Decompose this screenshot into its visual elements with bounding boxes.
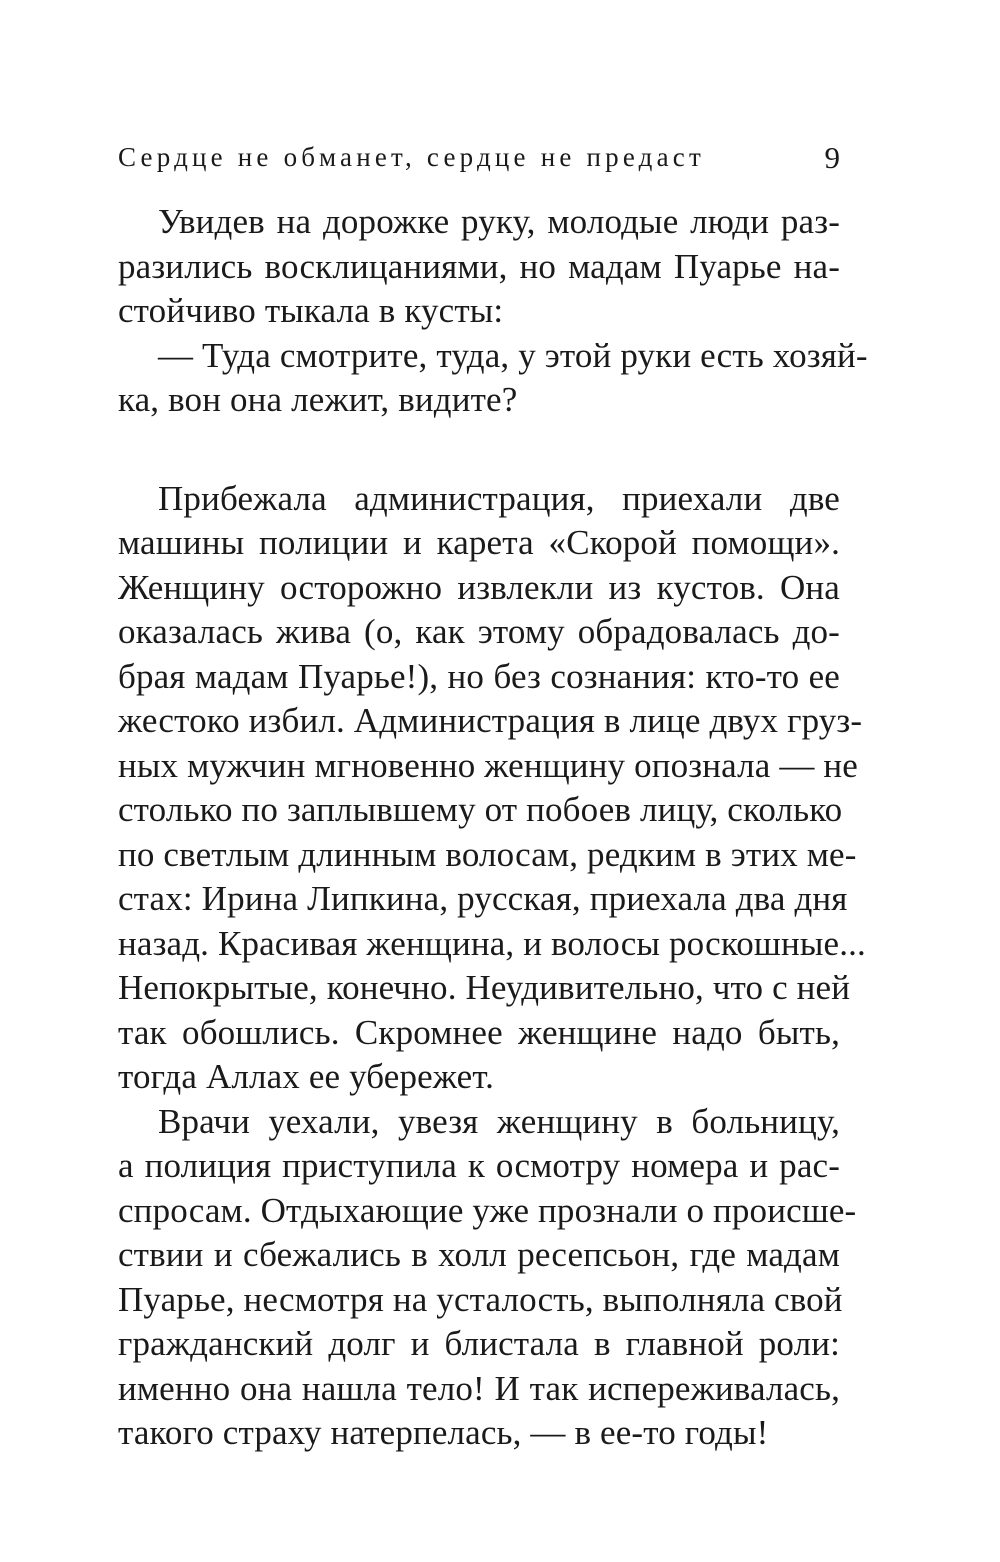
text-line: спросам. Отдыхающие уже прознали о происше- bbox=[118, 1190, 857, 1230]
body-text bbox=[118, 200, 868, 1456]
dialogue-paragraph bbox=[118, 334, 868, 423]
section-break bbox=[118, 423, 840, 477]
text-line: Увидев на дорожке руку, молодые люди раз- bbox=[158, 202, 840, 241]
text-line: машины полиции и карета «Скорой помощи». bbox=[118, 523, 840, 562]
paragraph bbox=[118, 477, 866, 1100]
text-line: Врачи уехали, увезя женщину в больницу, bbox=[158, 1101, 840, 1141]
text-line: Непокрытые, конечно. Неудивительно, что с ней bbox=[118, 968, 851, 1007]
text-line: столько по заплывшему от побоев лицу, сколько bbox=[118, 790, 843, 829]
running-title: Сердце не обманет, сердце не предаст bbox=[118, 142, 705, 172]
text-line: стах: Ирина Липкина, русская, приехала два дня bbox=[118, 879, 848, 918]
text-line: Прибежала администрация, приехали две bbox=[158, 478, 840, 518]
page-number: 9 bbox=[824, 140, 840, 175]
text-line: а полиция приступила к осмотру номера и рас- bbox=[118, 1146, 840, 1185]
paragraph bbox=[118, 200, 840, 334]
paragraph bbox=[118, 1100, 857, 1456]
text-line: Женщину осторожно извлекли из кустов. Она bbox=[118, 567, 840, 607]
text-line: стойчиво тыкала в кусты: bbox=[118, 291, 504, 330]
text-line: такого страху натерпелась, — в ее-то годы! bbox=[118, 1413, 769, 1452]
text-line: ка, вон она лежит, видите? bbox=[118, 380, 518, 419]
text-line: по светлым длинным волосам, редким в этих ме- bbox=[118, 834, 857, 874]
text-line: разились восклицаниями, но мадам Пуарье на- bbox=[118, 246, 840, 286]
text-line: — Туда смотрите, туда, у этой руки есть хозяй- bbox=[158, 335, 868, 375]
text-line: так обошлись. Скромнее женщине надо быть, bbox=[118, 1012, 840, 1052]
text-line: тогда Аллах ее убережет. bbox=[118, 1057, 495, 1096]
text-line: гражданский долг и блистала в главной роли: bbox=[118, 1324, 840, 1363]
text-line: именно она нашла тело! И так испереживалась, bbox=[118, 1368, 840, 1408]
text-line: ных мужчин мгновенно женщину опознала — не bbox=[118, 745, 858, 785]
text-line: оказалась жива (о, как этому обрадовалась до- bbox=[118, 612, 840, 651]
text-line: ствии и сбежались в холл ресепсьон, где мадам bbox=[118, 1235, 840, 1274]
running-head bbox=[118, 142, 840, 182]
text-line: брая мадам Пуарье!), но без сознания: кто-то ее bbox=[118, 656, 840, 696]
text-line: жестоко избил. Администрация в лице двух груз- bbox=[118, 701, 863, 740]
text-line: Пуарье, несмотря на усталость, выполняла свой bbox=[118, 1279, 843, 1319]
text-line: назад. Красивая женщина, и волосы роскошные... bbox=[118, 923, 866, 963]
